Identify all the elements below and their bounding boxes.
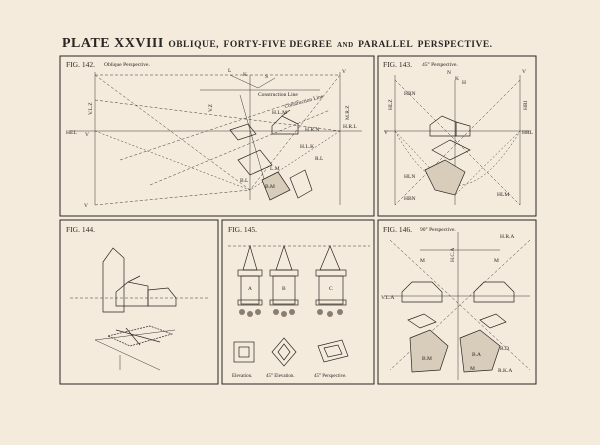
fig142-mark-hrn: H.R.N: [305, 127, 320, 133]
fig145-caption-elevation: Elevation.: [232, 374, 253, 379]
fig144-lines: [70, 298, 210, 370]
fig143-mark-v: V: [384, 130, 388, 136]
fig145-caption-45-elevation: 45° Elevation.: [266, 374, 295, 379]
fig142-label: FIG. 142.: [66, 60, 95, 69]
fig142-mark-hlm: H.L.M: [272, 110, 287, 116]
fig142-mark-K: K: [243, 72, 247, 78]
fig143: [383, 60, 534, 205]
fig142-lines: [70, 72, 362, 205]
plate-subtitle-5: PERSPECTIVE.: [417, 40, 493, 50]
fig142: [66, 60, 362, 209]
fig143-house: [425, 116, 470, 195]
fig146-caption: 90° Perspective.: [420, 227, 456, 233]
fig145-caption-45-perspective: 45° Perspective.: [314, 374, 347, 379]
fig146-lines: [384, 232, 530, 380]
fig146-mark-m3: M: [470, 366, 475, 372]
fig144: [66, 225, 210, 370]
fig146-mark-vla: V.L.A: [381, 295, 395, 301]
fig143-mark-k: K: [455, 76, 459, 82]
fig144-label: FIG. 144.: [66, 225, 95, 234]
fig142-mark-bl: B.L: [240, 178, 249, 184]
fig142-mark-L: L: [228, 68, 232, 74]
plate-number: PLATE XXVIII: [62, 36, 164, 51]
fig145-label: FIG. 145.: [228, 225, 257, 234]
fig143-mark-hrl: HRL: [522, 130, 533, 136]
fig142-mark-hrl: H.R.L: [343, 124, 357, 130]
fig145-trees: [239, 309, 343, 317]
fig145-tower-b: B: [282, 286, 286, 292]
fig145-tower-c: C: [329, 286, 333, 292]
plate-subtitle-4: PARALLEL: [358, 40, 414, 50]
fig146-mark-m1: M: [420, 258, 425, 264]
plate-subtitle-3: AND: [336, 41, 354, 49]
fig146-mark-ba: B.A: [472, 352, 482, 358]
fig142-mark-bm: B.M: [265, 184, 275, 190]
fig146-label: FIG. 146.: [383, 225, 412, 234]
fig142-mark-lm: L.M: [270, 166, 280, 172]
fig143-mark-hlm: HLM: [497, 192, 510, 198]
fig142-mark-v-bottom: V: [84, 203, 88, 209]
fig143-mark-n: N: [447, 70, 451, 76]
fig142-construction-1: Construction Line: [258, 92, 298, 98]
fig146-mark-rka: R.K.A: [498, 368, 513, 374]
fig146: [381, 225, 530, 380]
fig146-mark-hra: H.R.A: [500, 234, 515, 240]
fig142-mark-rl: R.L: [315, 156, 324, 162]
fig142-mark-hlk: H.L.K: [300, 144, 315, 150]
fig146-mark-hca: H.C.A: [450, 247, 456, 262]
fig143-mark-hbn: HBN: [404, 196, 416, 202]
fig143-mark-v-top: V: [522, 69, 526, 75]
fig143-label: FIG. 143.: [383, 60, 412, 69]
fig142-caption: Oblique Perspective.: [104, 62, 150, 68]
fig146-mark-m2: M: [494, 258, 499, 264]
plate-subtitle-1: OBLIQUE,: [168, 40, 220, 50]
fig143-mark-hlz: HLZ: [388, 99, 394, 110]
fig145: [228, 225, 370, 379]
fig143-caption: 45° Perspective.: [422, 62, 458, 68]
fig143-mark-hln: HLN: [404, 174, 416, 180]
plate-subtitle-2: FORTY-FIVE DEGREE: [223, 40, 333, 50]
fig142-mark-hel: HEL: [66, 130, 77, 136]
fig142-mark-v-top: V: [342, 69, 346, 75]
fig142-mark-mrz: M.R.Z: [345, 105, 351, 120]
fig145-towers: [234, 246, 348, 366]
fig142-construction-2: Construction Line: [283, 93, 325, 110]
fig143-mark-hrn: HRN: [404, 91, 416, 97]
fig146-mark-rd: R.D: [500, 346, 510, 352]
fig142-mark-vz: V.Z: [208, 104, 214, 112]
fig146-mark-bm: B.M: [422, 356, 432, 362]
fig142-mark-S: S: [265, 74, 269, 80]
fig143-mark-hri: HRI: [523, 100, 529, 110]
fig142-mark-vlz: V.L.Z: [88, 102, 94, 115]
fig143-mark-h: H: [462, 80, 466, 86]
fig145-tower-a: A: [248, 286, 252, 292]
fig142-mark-v: V: [85, 132, 89, 138]
